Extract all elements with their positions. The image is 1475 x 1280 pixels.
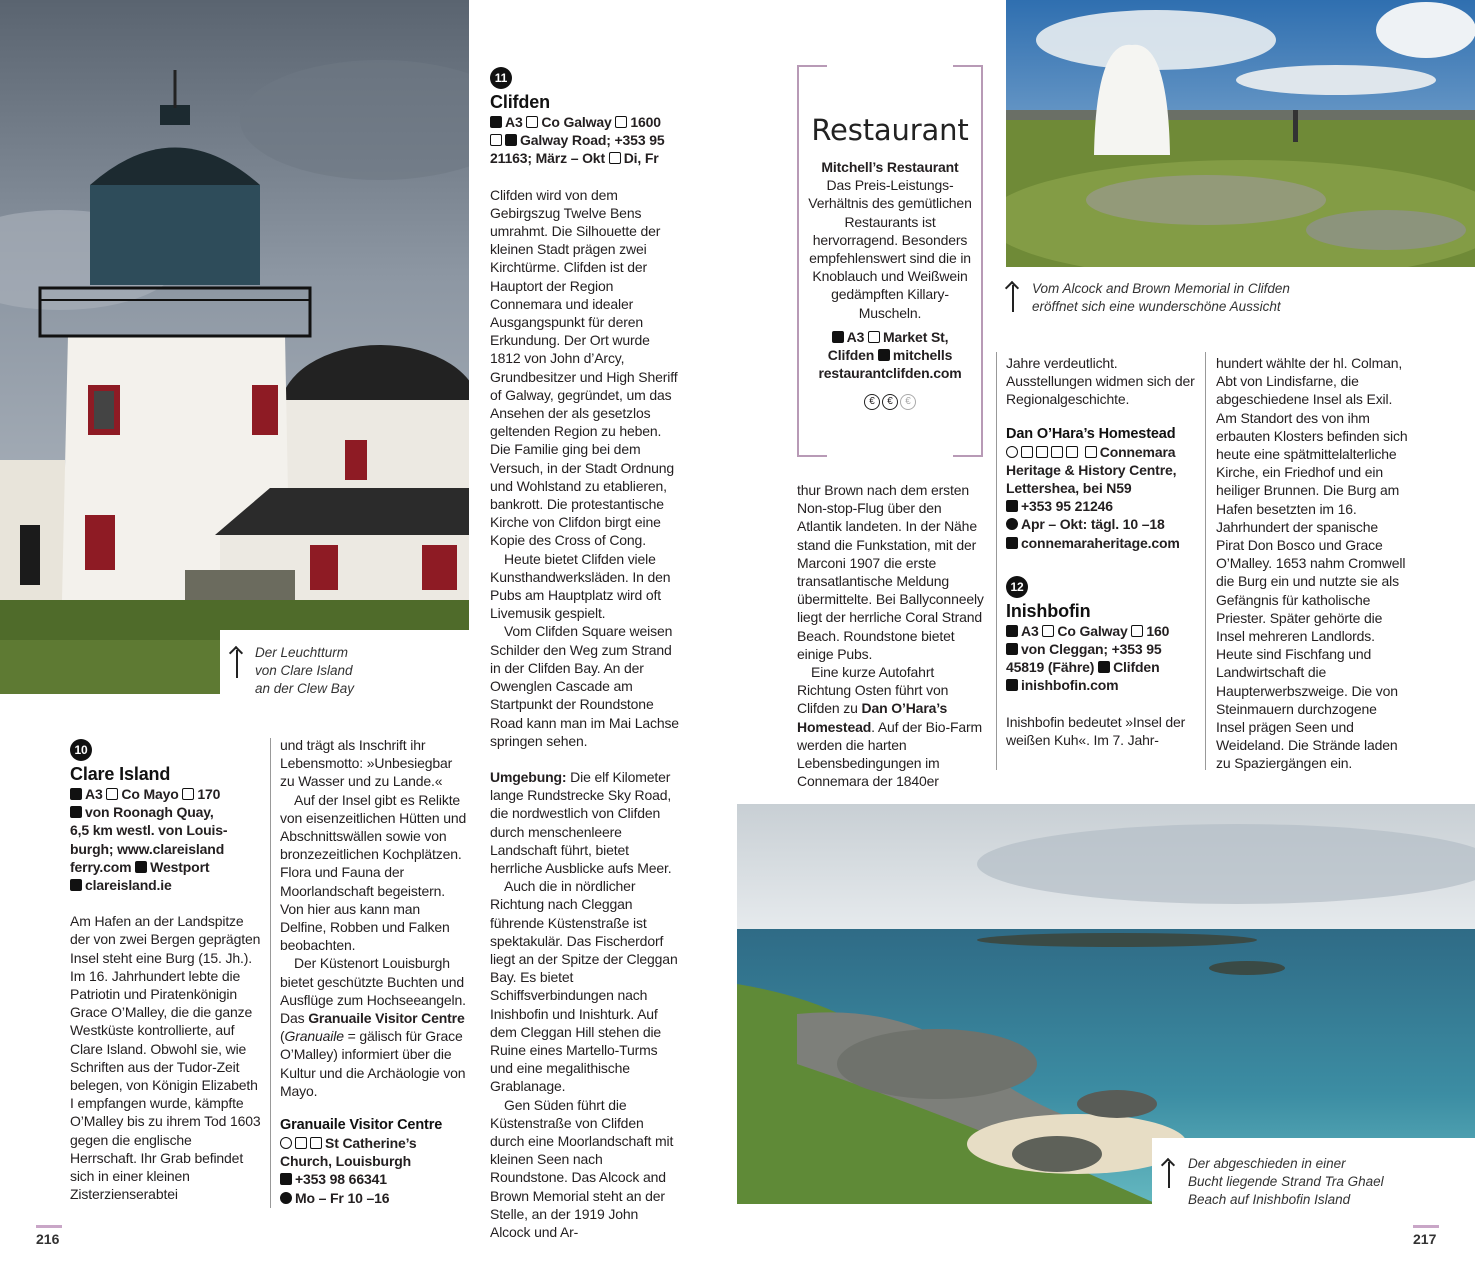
caption-beach [1188, 1155, 1384, 1209]
body-text: . Auf der Bio-Farm werden die harten Lebensbedingungen im Connemara der 1840er [797, 718, 983, 790]
restaurant-content [805, 112, 975, 410]
box-corner [953, 65, 981, 67]
address: Lettershea, bei N59 [1006, 480, 1132, 497]
sight-title: Inishbofin [1006, 600, 1091, 621]
website: clareisland.ie [85, 877, 172, 894]
address-icon [526, 116, 538, 128]
address: Co Galway [1057, 622, 1128, 639]
address-icon [106, 788, 118, 800]
euro-icon: € [882, 394, 898, 410]
ferry-info: 45819 (Fähre) [1006, 659, 1095, 676]
address-icon [1085, 446, 1097, 458]
cafe-icon [1021, 446, 1033, 458]
body-text: Vom Clifden Square weisen Schilder den Weg zum Strand in der Clifden Bay. An der Owenglen Cascade am Startpunkt der Roundstone Road kann man im Mai Lachse springen sehen. [490, 623, 679, 749]
memorial-photo [1006, 0, 1475, 267]
caption-line: Der Leuchtturm [255, 645, 349, 660]
website: mitchells [892, 347, 953, 364]
visitor-centre-ref: Granuaile Visitor Centre [308, 1010, 465, 1027]
website: restaurantclifden.com [818, 365, 962, 382]
phone: +353 98 66341 [295, 1171, 387, 1188]
opening-hours: Mo – Fr 10 –16 [295, 1189, 390, 1206]
address: Connemara [1099, 443, 1176, 460]
page-number-bar [1413, 1225, 1439, 1228]
population: 160 [1146, 622, 1170, 639]
body-text [280, 954, 468, 1100]
map-icon [1006, 625, 1018, 637]
column-divider [1205, 352, 1206, 770]
sight-info [490, 113, 680, 168]
ferry-info: von Cleggan; +353 95 [1021, 641, 1162, 658]
restaurant-description: Das Preis-Leistungs-Verhältnis des gemütlichen Restaurants ist hervorragend. Besonders empfehlenswert sind die in Knoblauch und Weißwein gedämpften Killary-Muscheln. [808, 177, 972, 321]
phone-icon [280, 1173, 292, 1185]
visitor-centre-info [280, 1134, 468, 1207]
ferry-info: 6,5 km westl. von Louis- [70, 822, 228, 839]
caption-line: von Clare Island [255, 663, 353, 678]
address-icon [1042, 625, 1054, 637]
body-text-italic: Granuaile [284, 1028, 344, 1045]
address-icon [310, 1137, 322, 1149]
body-text: Am Hafen an der Landspitze [70, 913, 244, 930]
body-text: Die elf Kilometer lange Rundstrecke Sky Road, die nordwestlich von Clifden durch menschenleere Landschaft führt, bietet herrliche Ausblicke aufs Meer. [490, 768, 672, 876]
body-text [70, 912, 262, 1203]
address-icon [868, 331, 880, 343]
body-text: ( [280, 1028, 285, 1045]
body-text: und trägt als Inschrift ihr Lebensmotto: »Unbesiegbar zu Wasser und zu Lande.« [280, 737, 453, 790]
box-corner [799, 455, 827, 457]
sight-info [70, 785, 262, 894]
caption-line: eröffnet sich eine wunderschöne Aussicht [1032, 299, 1281, 314]
opening-hours: Apr – Okt: tägl. 10 –18 [1021, 516, 1165, 533]
web-icon [70, 879, 82, 891]
homestead-info [1006, 443, 1202, 552]
homestead-title: Dan O’Hara’s Homestead [1006, 425, 1176, 442]
box-corner [799, 65, 827, 67]
phone-icon [1006, 500, 1018, 512]
body-text: Inishbofin bedeutet »Insel der weißen Kuh«. Im 7. Jahr- [1006, 713, 1186, 748]
caption-memorial [1032, 280, 1290, 316]
tourist-info: Westport [150, 858, 210, 875]
parking-icon [1051, 446, 1063, 458]
address: Heritage & History Centre, [1006, 461, 1177, 478]
ferry-icon [1006, 643, 1018, 655]
sight-number-badge: 10 [70, 739, 92, 761]
address: Co Mayo [121, 786, 179, 802]
restaurant-name: Mitchell’s Restaurant [821, 159, 959, 175]
caption-line: Bucht liegende Strand Tra Ghael [1188, 1174, 1384, 1189]
sight-number-badge: 12 [1006, 576, 1028, 598]
info-icon [135, 861, 147, 873]
clock-icon [280, 1192, 292, 1204]
ferry-info: von Roonagh Quay, [85, 804, 214, 821]
body-text: = gälisch für Grace O’Malley) informiert über die Kultur und die Archäologie von Mayo. [280, 1028, 466, 1099]
caption-lighthouse [255, 644, 354, 698]
sight-title: Clifden [490, 92, 550, 112]
map-ref: A3 [85, 786, 103, 802]
body-text: thur Brown nach dem ersten Non-stop-Flug über den Atlantik landeten. In der Nähe stand die Funkstation, mit der Marconi 1907 die erste transatlantische Meldung übermittelte. Bei Ballyconneely liegt der herrliche Coral Strand Beach. Roundstone bietet einige Pubs. [797, 482, 984, 662]
body-text: Clifden wird von dem Gebirgszug Twelve Bens umrahmt. Die Silhouette der kleinen Stadt prägen zwei Kirchtürme. Clifden ist der Hauptort der Region Connemara und idealer Ausgangspunkt für deren Erkundung. Der Ort wurde 1812 von John d’Arcy, Grundbesitzer und High Sheriff of Galway, gegründet, um das Ansehen der als gesetzlos geltenden Region zu heben. Die Familie ging bei dem Versuch, in der Stadt Ordnung und Wohlstand zu etablieren, bankrott. Die protestantische Kirche von Clifdon birgt eine Kopie des Cross of Cong. [490, 186, 678, 549]
sight-title: Clare Island [70, 764, 171, 784]
body-text: Der Küstenort Louisburgh bietet geschützte Buchten und Ausflüge zum Hochseeangeln. Das [280, 955, 466, 1027]
body-text: der von zwei Bergen geprägten Insel steht eine Burg (15. Jh.). Im 16. Jahrhundert lebte die Patriotin und Piratenkönigin Grace O’Malley, die die ganze Westküste kontrollierte, auf Clare Island. Obwohl sie, wie Schriften aus der Tudor-Zeit belegen, von Königin Elizabeth I empfangen wurde, kämpfte O’Malley bis zu ihrem Tod 1603 gegen die englische Herrschaft. Ihr Grab befindet sich in einer kleinen Zisterzienserabtei [70, 931, 261, 1203]
tourist-info: Galway Road; +353 95 [520, 132, 665, 149]
ferry-icon [70, 806, 82, 818]
box-corner [953, 455, 981, 457]
clare-island-continued [280, 736, 468, 1207]
wheelchair-icon [295, 1137, 307, 1149]
body-text: Eine kurze Autofahrt Richtung Osten führt von Clifden zu [797, 664, 949, 717]
caption-line: Vom Alcock and Brown Memorial in Clifden [1032, 281, 1290, 296]
map-ref: A3 [1021, 622, 1039, 639]
price-rating [805, 390, 975, 410]
body-text: Auf der Insel gibt es Relikte von eisenzeitlichen Hütten und Abschnittswällen sowie von bronzezeitlichen Kochplätzen. Flora und Fauna der Moorlandschaft begeistern. Von hier aus kann man Delfine, Robben und Falken beobachten. [280, 791, 467, 954]
body-text: Jahre verdeutlicht. Ausstellungen widmen sich der Regionalgeschichte. [1006, 355, 1195, 408]
tourist-info: 21163; März – Okt [490, 150, 605, 167]
market-days: Di, Fr [623, 150, 659, 167]
clifden-continued [797, 481, 987, 790]
caption-arrow [1012, 285, 1014, 312]
ferry-url: ferry.com [70, 858, 132, 875]
address: Market St, [882, 328, 949, 345]
website: connemaraheritage.com [1021, 534, 1180, 551]
wheelchair-icon [1066, 446, 1078, 458]
address: Co Galway [541, 114, 612, 130]
population-icon [1131, 625, 1143, 637]
population-icon [615, 116, 627, 128]
clifden-entry [490, 67, 680, 1241]
column-divider [270, 738, 271, 1208]
phone: +353 95 21246 [1021, 498, 1113, 515]
web-icon [878, 349, 890, 361]
lighthouse-photo [0, 0, 469, 694]
address: Church, Louisburgh [280, 1153, 412, 1170]
population: 170 [197, 786, 221, 802]
page-number-right: 217 [1413, 1231, 1437, 1247]
body-text: Gen Süden führt die Küstenstraße von Clifden durch eine Moorlandschaft mit kleinen Seen nach Roundstone. Das Alcock and Brown Memorial steht an der Stelle, an der 1919 John Alcock und Ar- [490, 1096, 674, 1240]
body-text: hundert wählte der hl. Colman, Abt von Lindisfarne, die abgeschiedene Insel als Exil. Am Standort des von ihm erbauten Klosters befinden sich heute eine spätmittelalterliche Kirche, ein Friedhof und ein heiliger Brunnen. Die Burg am Hafen besetzten im 16. Jahrhundert der spanische Pirat Don Bosco und Grace O’Malley. 1653 nahm Cromwell die Burg ein und nutzte sie als Gefängnis für katholische Priester. Später gehörte die Insel mehreren Landlords. Heute sind Fischfang und Landwirtschaft die Haupterwerbszweige. Die von Steinmauern durchzogene Insel prägen Seen und Weideland. Die Strände laden zu Spaziergängen ein. [1216, 355, 1408, 772]
body-text: Auch die in nördlicher Richtung nach Cleggan führende Küstenstraße ist spektakulär. Das Fischerdorf liegt an der Spitze der Cleggan Bay. Es bietet Schiffsverbindungen nach Inishbofin und Inishturk. Auf dem Cleggan Hill stehen die Ruine eines Martello-Turms und eine megalithische Grablanage. [490, 878, 678, 1095]
column-divider [996, 352, 997, 770]
clare-island-entry [70, 739, 262, 1203]
map-ref: A3 [846, 328, 865, 345]
page-number-bar [36, 1225, 62, 1228]
caption-arrow [236, 650, 238, 678]
info-icon [1098, 661, 1110, 673]
inishbofin-continued [1216, 354, 1408, 773]
caption-line: Der abgeschieden in einer [1188, 1156, 1346, 1171]
tourist-info: Clifden [1113, 659, 1160, 676]
homestead-ref: Dan O’Hara’s Homestead [797, 700, 948, 735]
caption-line: Beach auf Inishbofin Island [1188, 1192, 1351, 1207]
website: inishbofin.com [1021, 677, 1119, 694]
no-entry-icon [280, 1137, 292, 1149]
sight-info [1006, 622, 1202, 695]
euro-icon: € [864, 394, 880, 410]
address: Clifden [827, 347, 875, 364]
caption-arrow [1168, 1162, 1170, 1188]
map-icon [70, 788, 82, 800]
euro-icon: € [900, 394, 916, 410]
sight-number-badge: 11 [490, 67, 512, 89]
clock-icon [1006, 518, 1018, 530]
market-icon [609, 152, 621, 164]
body-text [490, 768, 680, 877]
ferry-info: burgh; www.clareisland [70, 840, 225, 857]
map-icon [832, 331, 844, 343]
info-icon [505, 134, 517, 146]
page-number-left: 216 [36, 1231, 60, 1247]
shop-icon [1036, 446, 1048, 458]
map-ref: A3 [505, 114, 523, 130]
web-icon [1006, 537, 1018, 549]
address: St Catherine’s [325, 1135, 417, 1152]
population: 1600 [630, 114, 661, 130]
web-icon [1006, 679, 1018, 691]
bus-icon [490, 134, 502, 146]
caption-line: an der Clew Bay [255, 681, 355, 696]
clifden-homestead [1006, 354, 1202, 749]
restaurant-heading: Restaurant [811, 113, 969, 147]
visitor-centre-title: Granuaile Visitor Centre [280, 1117, 443, 1134]
no-entry-icon [1006, 446, 1018, 458]
restaurant-info [805, 328, 975, 383]
body-text: Heute bietet Clifden viele Kunsthandwerksläden. In den Pubs am Hauptplatz wird oft Livemusik gespielt. [490, 550, 671, 622]
population-icon [182, 788, 194, 800]
body-text [797, 663, 987, 790]
map-icon [490, 116, 502, 128]
environment-label: Umgebung: [490, 768, 567, 785]
